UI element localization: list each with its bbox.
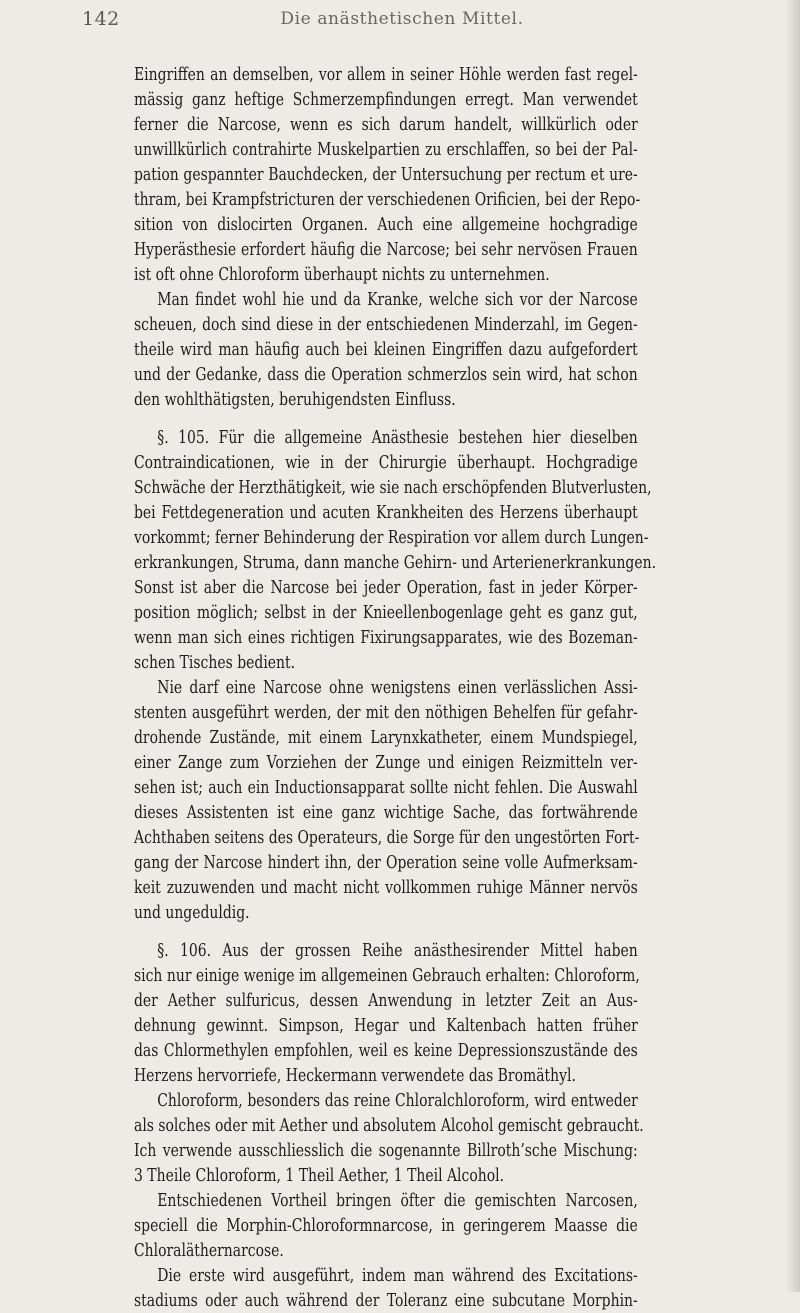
text-line: 3 Theile Chloroform, 1 Theil Aether, 1 Theil Alcohol. (134, 1165, 505, 1186)
text-line: vorkommt; ferner Behinderung der Respiration vor allem durch Lungen- (134, 527, 649, 548)
text-line: den wohlthätigsten, beruhigendsten Einfluss. (134, 389, 456, 410)
page-number: 142 (82, 8, 120, 30)
text-line: als solches oder mit Aether und absolutem Alcohol gemischt gebraucht. (134, 1115, 644, 1136)
text-line: einer Zange zum Vorziehen der Zunge und einigen Reizmitteln ver- (134, 752, 638, 773)
text-line: gang der Narcose hindert ihn, der Operation seine volle Aufmerksam- (134, 852, 638, 873)
text-line: der Aether sulfuricus, dessen Anwendung in letzter Zeit an Aus- (134, 990, 638, 1011)
text-line: theile wird man häufig auch bei kleinen Eingriffen dazu aufgefordert (134, 339, 638, 360)
text-line: scheuen, doch sind diese in der entschiedenen Minderzahl, im Gegen- (134, 314, 638, 335)
text-line: Eingriffen an demselben, vor allem in seiner Höhle werden fast regel- (134, 64, 638, 85)
paragraph (134, 1188, 638, 1263)
paragraph (134, 1088, 644, 1188)
paragraph (134, 62, 641, 287)
paragraph (134, 1263, 638, 1313)
text-line: stenten ausgeführt werden, der mit den nöthigen Behelfen für gefahr- (134, 702, 638, 723)
text-line: §. 105. Für die allgemeine Anästhesie bestehen hier dieselben (157, 427, 638, 448)
text-line: Achthaben seitens des Operateurs, die Sorge für den ungestörten Fort- (134, 827, 640, 848)
text-line: und der Gedanke, dass die Operation schmerzlos sein wird, hat schon (134, 364, 638, 385)
text-line: thram, bei Krampfstricturen der verschiedenen Orificien, bei der Repo- (134, 189, 641, 210)
section-gap (134, 925, 638, 938)
text-line: Contraindicationen, wie in der Chirurgie überhaupt. Hochgradige (134, 452, 638, 473)
text-line: Ich verwende ausschliesslich die sogenannte Billroth’sche Mischung: (134, 1140, 638, 1161)
text-line: bei Fettdegeneration und acuten Krankheiten des Herzens überhaupt (134, 502, 638, 523)
paragraph-section-105 (134, 425, 657, 675)
text-line: Man findet wohl hie und da Kranke, welche sich vor der Narcose (157, 289, 638, 310)
text-line: stadiums oder auch während der Toleranz eine subcutane Morphin- (134, 1290, 638, 1311)
text-line: Chloroform, besonders das reine Chloralchloroform, wird entweder (157, 1090, 638, 1111)
text-line: pation gespannter Bauchdecken, der Untersuchung per rectum et ure- (134, 164, 638, 185)
text-line: sehen ist; auch ein Inductionsapparat sollte nicht fehlen. Die Auswahl (134, 777, 638, 798)
text-line: Chloraläthernarcose. (134, 1240, 284, 1261)
text-line: ferner die Narcose, wenn es sich darum handelt, willkürlich oder (134, 114, 638, 135)
text-line: Schwäche der Herzthätigkeit, wie sie nach erschöpfenden Blutverlusten, (134, 477, 652, 498)
body-text (134, 62, 657, 1313)
paragraph (134, 287, 638, 412)
text-line: sich nur einige wenige im allgemeinen Gebrauch erhalten: Chloroform, (134, 965, 640, 986)
text-line: erkrankungen, Struma, dann manche Gehirn- und Arterienerkrankungen. (134, 552, 657, 573)
text-line: ist oft ohne Chloroform überhaupt nichts zu unternehmen. (134, 264, 550, 285)
text-line: wenn man sich eines richtigen Fixirungsapparates, wie des Bozeman- (134, 627, 638, 648)
paragraph-section-106 (134, 938, 638, 1088)
text-line: dieses Assistenten ist eine ganz wichtige Sache, das fortwährende (134, 802, 638, 823)
text-line: drohende Zustände, mit einem Larynxkatheter, einem Mundspiegel, (134, 727, 638, 748)
text-line: Hyperästhesie erfordert häufig die Narcose; bei sehr nervösen Frauen (134, 239, 638, 260)
text-line: Entschiedenen Vortheil bringen öfter die gemischten Narcosen, (157, 1190, 638, 1211)
text-line: Herzens hervorriefe, Heckermann verwendete das Bromäthyl. (134, 1065, 576, 1086)
text-line: unwillkürlich contrahirte Muskelpartien zu erschlaffen, so bei der Pal- (134, 139, 638, 160)
text-line: keit zuzuwenden und macht nicht vollkommen ruhige Männer nervös (134, 877, 638, 898)
text-line: mässig ganz heftige Schmerzempfindungen erregt. Man verwendet (134, 89, 638, 110)
text-line: position möglich; selbst in der Knieellenbogenlage geht es ganz gut, (134, 602, 638, 623)
text-line: das Chlormethylen empfohlen, weil es keine Depressionszustände des (134, 1040, 638, 1061)
text-line: dehnung gewinnt. Simpson, Hegar und Kaltenbach hatten früher (134, 1015, 638, 1036)
text-line: §. 106. Aus der grossen Reihe anästhesirender Mittel haben (157, 940, 638, 961)
text-line: sition von dislocirten Organen. Auch eine allgemeine hochgradige (134, 214, 638, 235)
page-edge-shadow (786, 0, 800, 1292)
text-line: Sonst ist aber die Narcose bei jeder Operation, fast in jeder Körper- (134, 577, 638, 598)
paragraph (134, 675, 638, 925)
text-line: schen Tisches bedient. (134, 652, 296, 673)
page-header (82, 8, 722, 38)
section-gap (134, 412, 638, 425)
running-head: Die anästhetischen Mittel. (280, 9, 524, 29)
text-line: Nie darf eine Narcose ohne wenigstens einen verlässlichen Assi- (157, 677, 638, 698)
text-line: speciell die Morphin-Chloroformnarcose, in geringerem Maasse die (134, 1215, 638, 1236)
text-line: Die erste wird ausgeführt, indem man während des Excitations- (157, 1265, 638, 1286)
text-line: und ungeduldig. (134, 902, 250, 923)
